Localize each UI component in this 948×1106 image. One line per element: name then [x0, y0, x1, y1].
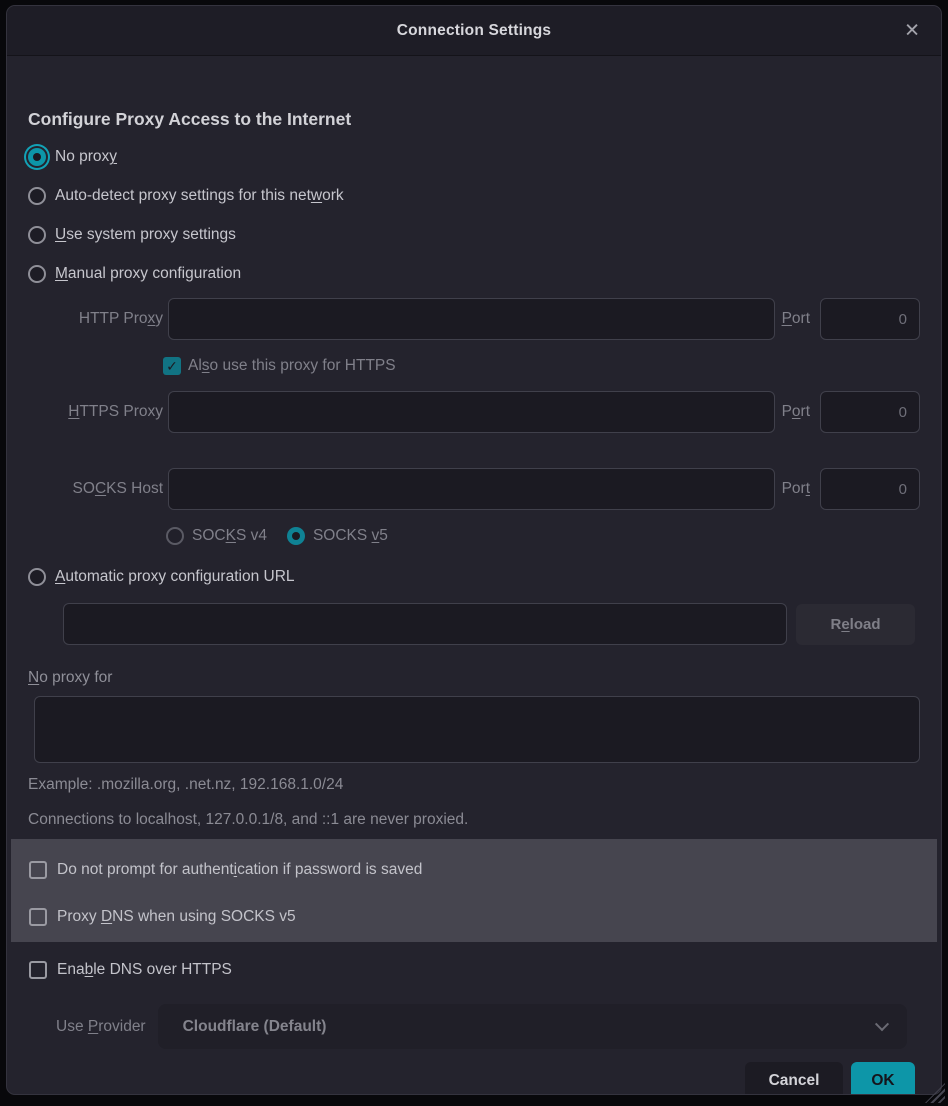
socks-port-input [820, 468, 920, 510]
socks-v4-label: SOCKS v4 [192, 527, 267, 544]
doh-label: Enable DNS over HTTPS [57, 961, 232, 978]
radio-option-auto-detect[interactable] [28, 184, 920, 208]
radio-option-autoconfig[interactable] [28, 565, 920, 589]
radio-manual-proxy[interactable] [28, 265, 46, 283]
share-proxy-checkbox [163, 357, 181, 375]
socks-v4-option [166, 527, 267, 545]
no-proxy-note-text: Connections to localhost, 127.0.0.1/8, and ::1 are never proxied. [28, 811, 469, 828]
no-proxy-example-text: Example: .mozilla.org, .net.nz, 192.168.1.0/24 [28, 776, 344, 793]
provider-dropdown-value: Cloudflare (Default) [182, 1017, 327, 1035]
radio-option-no-proxy[interactable] [28, 145, 920, 169]
page-title: Configure Proxy Access to the Internet [28, 109, 352, 129]
cancel-button[interactable]: Cancel [745, 1062, 843, 1095]
autoconfig-url-input [63, 603, 787, 645]
radio-autoconfig[interactable] [28, 568, 46, 586]
radio-label-manual-proxy: Manual proxy configuration [55, 265, 242, 282]
ok-button[interactable]: OK [851, 1062, 915, 1095]
http-proxy-label: HTTP Proxy [78, 310, 163, 327]
https-port-label: Port [781, 403, 810, 420]
radio-socks-v4 [166, 527, 184, 545]
dialog-title: Connection Settings [396, 21, 552, 39]
no-prompt-auth-label: Do not prompt for authentication if password is saved [57, 861, 423, 878]
socks-port-label: Port [781, 480, 810, 497]
radio-auto-detect[interactable] [28, 187, 46, 205]
doh-option[interactable] [29, 956, 920, 984]
dialog-titlebar [7, 6, 941, 56]
proxy-dns-label: Proxy DNS when using SOCKS v5 [57, 908, 296, 925]
socks-host-row [28, 468, 920, 510]
http-port-label: Port [781, 310, 810, 327]
close-icon[interactable]: ✕ [904, 20, 920, 41]
proxy-dns-checkbox[interactable] [29, 908, 47, 926]
https-proxy-row [28, 391, 920, 433]
dialog-content [7, 56, 941, 1095]
share-proxy-option [163, 354, 920, 378]
socks-version-row [166, 524, 920, 548]
highlighted-options-band [11, 839, 937, 942]
no-prompt-auth-option[interactable] [29, 856, 919, 884]
https-port-input [820, 391, 920, 433]
radio-option-system-proxy[interactable] [28, 223, 920, 247]
http-port-input [820, 298, 920, 340]
https-proxy-label: HTTPS Proxy [68, 403, 163, 420]
provider-dropdown [158, 1004, 907, 1049]
reload-button: Reload [796, 604, 915, 645]
chevron-down-icon [875, 1017, 889, 1031]
socks-host-input [168, 468, 775, 510]
http-proxy-row [28, 298, 920, 340]
radio-socks-v5 [287, 527, 305, 545]
radio-label-autoconfig: Automatic proxy configuration URL [55, 568, 295, 585]
no-prompt-auth-checkbox[interactable] [29, 861, 47, 879]
no-proxy-for-textarea[interactable] [34, 696, 920, 763]
doh-checkbox[interactable] [29, 961, 47, 979]
https-proxy-input [168, 391, 775, 433]
radio-label-no-proxy: No proxy [55, 148, 118, 165]
autoconfig-url-row [63, 603, 920, 645]
dialog-footer [28, 1062, 920, 1095]
provider-label: Use Provider [56, 1017, 146, 1035]
radio-no-proxy[interactable] [28, 148, 46, 166]
share-proxy-label: Also use this proxy for HTTPS [188, 357, 396, 374]
http-proxy-input [168, 298, 775, 340]
doh-provider-row [28, 1004, 920, 1049]
radio-label-system-proxy: Use system proxy settings [55, 226, 236, 243]
radio-label-auto-detect: Auto-detect proxy settings for this network [55, 187, 344, 204]
socks-host-label: SOCKS Host [72, 480, 163, 497]
connection-settings-dialog [6, 5, 942, 1095]
no-proxy-for-label: No proxy for [28, 669, 113, 686]
socks-v5-option [287, 527, 388, 545]
proxy-dns-option[interactable] [29, 903, 919, 931]
radio-system-proxy[interactable] [28, 226, 46, 244]
check-icon: ✓ [166, 357, 178, 374]
radio-option-manual-proxy[interactable] [28, 262, 920, 286]
socks-v5-label: SOCKS v5 [312, 527, 388, 544]
